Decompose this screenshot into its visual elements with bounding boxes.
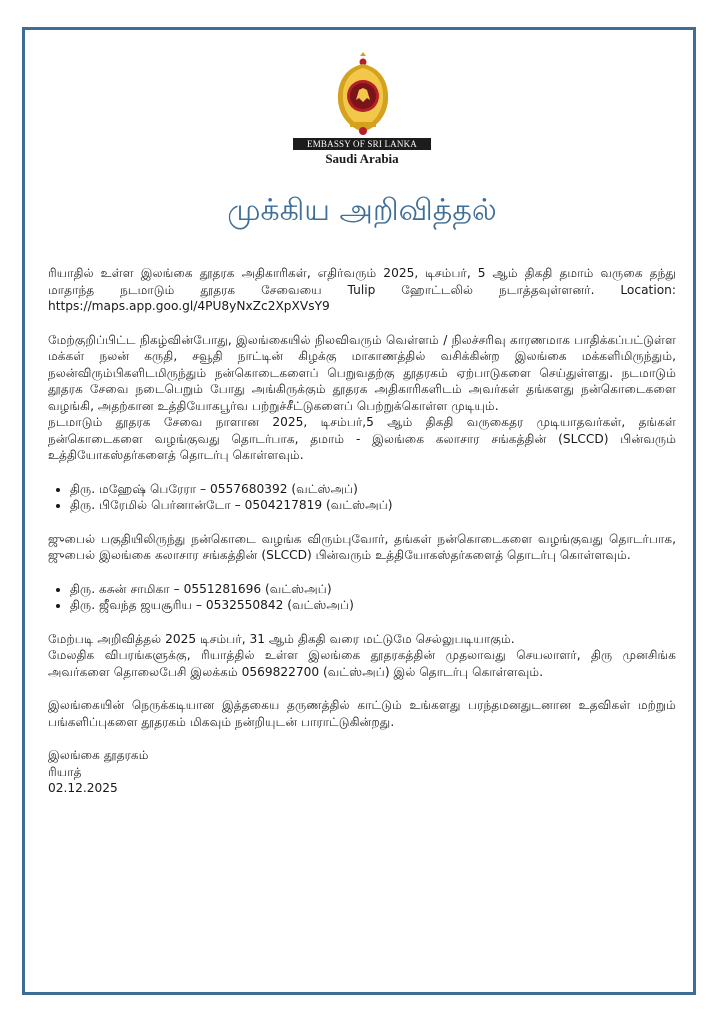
- notice-title: முக்கிய அறிவித்தல்: [227, 193, 497, 228]
- list-item: • திரு. மஹேஷ் பெரேரா – 0557680392 (வட்ஸ்அப்): [70, 481, 676, 498]
- paragraph-jubail-contacts-intro: ஜுபைல் பகுதியிலிருந்து நன்கொடை வழங்க விரும்புவோர், தங்கள் நன்கொடைகளை வழங்குவது தொடர்பாக, ஜுபைல் இலங்கை கலாசார சங்கத்தின் (SLCCD) பின்வரும் உத்தியோகஸ்தர்களைத் தொடர்பு கொள்ளவும்.: [48, 531, 676, 562]
- list-item: • திரு. கசுன் சாமிகா – 0551281696 (வட்ஸ்அப்): [70, 581, 676, 598]
- dammam-contact-list: [48, 481, 676, 514]
- list-item: • திரு. பிரேமில் பெர்னான்டோ – 0504217819 (வட்ஸ்அப்): [70, 497, 676, 514]
- letterhead-band: EMBASSY OF SRI LANKA: [293, 138, 431, 150]
- notice-body: [48, 265, 676, 797]
- signature-embassy: இலங்கை தூதரகம்: [48, 748, 149, 762]
- paragraph-dammam-contacts-intro: நடமாடும் தூதரக சேவை நாளான 2025, டிசம்பர்,5 ஆம் திகதி வருகைதர முடியாதவர்கள், தங்கள் நன்கொடைகளை வழங்குவது தொடர்பாக, தமாம் - இலங்கை கலாசார சங்கத்தின் (SLCCD) பின்வரும் உத்தியோகஸ்தர்களைத் தொடர்பு கொள்ளவும்.: [48, 415, 676, 462]
- paragraph-thanks: இலங்கையின் நெருக்கடியான இத்தகைய தருணத்தில் காட்டும் உங்களது பரந்தமனதுடனான உதவிகள் மற்றும் பங்களிப்புகளை தூதரகம் மிகவும் நன்றியுடன் பாராட்டுகின்றது.: [48, 698, 676, 729]
- letterhead-country: Saudi Arabia: [325, 151, 399, 166]
- jubail-contact-list: [48, 581, 676, 614]
- paragraph-further-details: மேலதிக விபரங்களுக்கு, ரியாத்தில் உள்ள இலங்கை தூதரகத்தின் முதலாவது செயலாளர், திரு முனசிங்க அவர்களை தொலைபேசி இலக்கம் 0569822700 (வட்ஸ்அப்) இல் தொடர்பு கொள்ளவும்.: [48, 648, 676, 679]
- paragraph-validity: மேற்படி அறிவித்தல் 2025 டிசம்பர், 31 ஆம் திகதி வரை மட்டுமே செல்லுபடியாகும்.: [48, 631, 515, 646]
- paragraph-donations: மேற்குறிப்பிட்ட நிகழ்வின்போது, இலங்கையில் நிலவிவரும் வெள்ளம் / நிலச்சரிவு காரணமாக பாதிக்கப்பட்டுள்ள மக்கள் நலன் கருதி, சவூதி நாட்டின் கிழக்கு மாகாணத்தில் வசிக்கின்ற இலங்கை மக்களிமிருந்தும், நலன்விரும்பிகளிடமிருந்தும் நன்கொடைகளைப் பெறுவதற்கு தூதரகம் ஏற்பாடுகளை செய்துள்ளது. நடமாடும் தூதரக சேவை நடைபெறும் போது அங்கிருக்கும் தூதரக அதிகாரிகளிடம் அவர்கள் தங்களது நன்கொடைகளை வழங்கி, அதற்கான உத்தியோகபூர்வ பற்றுச்சீட்டுகளைப் பெற்றுக்கொள்ள முடியும்.: [48, 332, 676, 413]
- paragraph-mobile-service: ரியாதில் உள்ள இலங்கை தூதரக அதிகாரிகள், எதிர்வரும் 2025, டிசம்பர், 5 ஆம் திகதி தமாம் வருகை தந்து மாதாந்த நடமாடும் தூதரக சேவையை Tulip ஹோட்டலில் நடாத்தவுள்ளனர். Location: https://maps.app.goo.gl/4PU8yNxZc2XpXVsY9: [48, 266, 676, 313]
- sri-lanka-emblem-icon: [332, 52, 394, 136]
- signature-city: ரியாத்: [48, 764, 82, 779]
- list-item: • திரு. ஜீவந்த ஜயசூரிய – 0532550842 (வட்ஸ்அப்): [70, 597, 676, 614]
- signature-date: 02.12.2025: [48, 781, 118, 795]
